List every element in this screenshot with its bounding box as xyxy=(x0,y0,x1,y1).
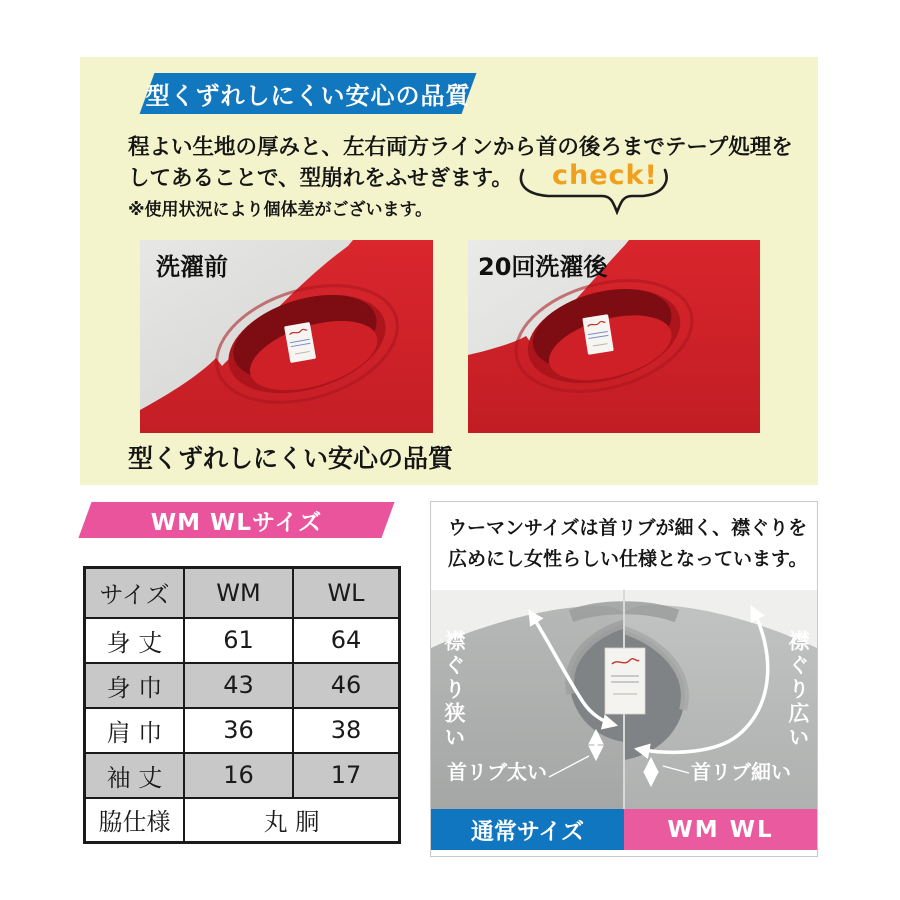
wl-value: 64 xyxy=(293,618,400,663)
woman-desc-line2: 広めにし女性らしい仕様となっています。 xyxy=(448,548,808,570)
size-table xyxy=(83,566,401,844)
comparison-banner-row xyxy=(431,809,817,850)
table-row-body-length xyxy=(85,618,400,663)
rib-thick-label: 首リブ太い xyxy=(447,760,547,784)
neckline-wide-label: 襟ぐり広い xyxy=(786,630,810,750)
photo-after-label: 20回洗濯後 xyxy=(478,253,608,281)
check-brace-icon xyxy=(516,167,674,215)
size-banner-label: WM WLサイズ xyxy=(150,509,323,536)
table-row-sleeve-length xyxy=(85,753,400,798)
row-label: 身 巾 xyxy=(85,663,185,708)
woman-size-panel xyxy=(430,501,818,857)
row-label: 身 丈 xyxy=(85,618,185,663)
wm-value: 16 xyxy=(184,753,293,798)
neckline-narrow-label: 襟ぐり狭い xyxy=(442,630,466,750)
quality-caption: 型くずれしにくい安心の品質 xyxy=(128,444,454,473)
header-cell-wm: WM xyxy=(184,568,293,618)
quality-section xyxy=(80,57,818,485)
photo-before-wash xyxy=(140,240,433,433)
size-table-header-row xyxy=(85,568,400,618)
quality-note: ※使用状況により個体差がございます。 xyxy=(128,200,433,220)
wm-value: 36 xyxy=(184,708,293,753)
table-row-body-width xyxy=(85,663,400,708)
collar-comparison-photo xyxy=(431,590,817,809)
spec-label: 脇仕様 xyxy=(85,798,185,843)
rib-thin-label: 首リブ細い xyxy=(691,760,791,784)
wl-value: 38 xyxy=(293,708,400,753)
wm-value: 61 xyxy=(184,618,293,663)
quality-banner-label: 型くずれしにくい安心の品質 xyxy=(145,82,471,110)
wm-value: 43 xyxy=(184,663,293,708)
normal-size-banner: 通常サイズ xyxy=(431,809,624,850)
header-cell-size: サイズ xyxy=(85,568,185,618)
wl-value: 17 xyxy=(293,753,400,798)
row-label: 肩 巾 xyxy=(85,708,185,753)
wl-value: 46 xyxy=(293,663,400,708)
spec-value: 丸 胴 xyxy=(184,798,400,843)
quality-banner xyxy=(147,73,469,114)
quality-body-line1: 程よい生地の厚みと、左右両方ラインから首の後ろまでテープ処理を xyxy=(128,135,793,160)
quality-body-line2: してあることで、型崩れをふせぎます。 xyxy=(128,166,513,191)
table-row-shoulder-width xyxy=(85,708,400,753)
woman-desc-line1: ウーマンサイズは首リブが細く、襟ぐりを xyxy=(448,517,808,539)
check-callout-label: check! xyxy=(552,160,658,191)
row-label: 袖 丈 xyxy=(85,753,185,798)
size-banner xyxy=(85,502,388,538)
photo-after-wash xyxy=(468,240,760,433)
table-row-side-spec xyxy=(85,798,400,843)
wmwl-banner: WM WL xyxy=(624,809,817,850)
header-cell-wl: WL xyxy=(293,568,400,618)
photo-before-label: 洗濯前 xyxy=(156,253,228,281)
